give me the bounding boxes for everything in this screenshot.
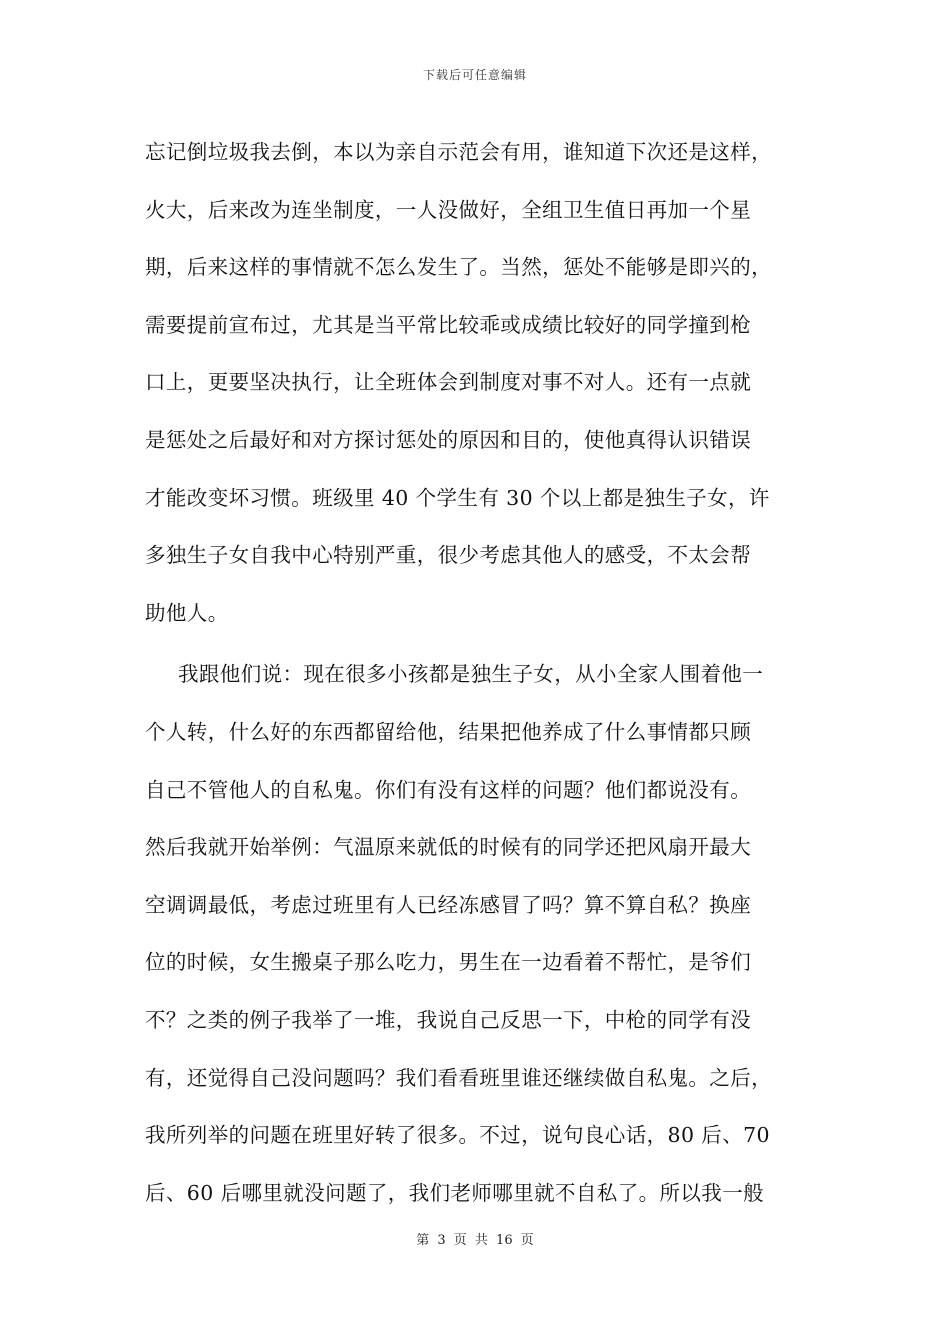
- text-line: 忘记倒垃圾我去倒，本以为亲自示范会有用，谁知道下次还是这样，: [145, 140, 772, 164]
- text-line: 自己不管他人的自私鬼。你们有没有这样的问题？他们都说没有。: [145, 777, 752, 802]
- text-line: 需要提前宣布过，尤其是当平常比较乖或成绩比较好的同学撞到枪: [145, 312, 752, 337]
- text-line: 才能改变坏习惯。班级里 40 个学生有 30 个以上都是独生子女，许: [145, 485, 770, 510]
- text-line: 不？之类的例子我举了一堆，我说自己反思一下，中枪的同学有没: [145, 1007, 752, 1032]
- text-line: 多独生子女自我中心特别严重，很少考虑其他人的感受，不太会帮: [145, 543, 752, 568]
- text-line: 助他人。: [145, 600, 229, 625]
- text-line: 口上，更要坚决执行，让全班体会到制度对事不对人。还有一点就: [145, 370, 752, 395]
- document-body: [145, 124, 805, 1222]
- text-line: 然后我就开始举例：气温原来就低的时候有的同学还把风扇开最大: [145, 835, 752, 860]
- text-line: 火大，后来改为连坐制度，一人没做好，全组卫生值日再加一个星: [145, 197, 752, 222]
- text-line: 空调调最低，考虑过班里有人已经冻感冒了吗？算不算自私？换座: [145, 892, 752, 917]
- paragraph-2: [145, 646, 805, 1222]
- text-line: 位的时候，女生搬桌子那么吃力，男生在一边看着不帮忙，是爷们: [145, 950, 752, 975]
- text-line: 是惩处之后最好和对方探讨惩处的原因和目的，使他真得认识错误: [145, 427, 752, 452]
- page-header: 下载后可任意编辑: [422, 68, 527, 82]
- paragraph-1: [145, 124, 805, 642]
- text-line: 个人转，什么好的东西都留给他，结果把他养成了什么事情都只顾: [145, 719, 752, 744]
- text-line: 我所列举的问题在班里好转了很多。不过，说句良心话，80 后、70: [145, 1123, 770, 1148]
- text-line: 有，还觉得自己没问题吗？我们看看班里谁还继续做自私鬼。之后，: [145, 1065, 772, 1090]
- text-line: 后、60 后哪里就没问题了，我们老师哪里就不自私了。所以我一般: [145, 1180, 764, 1205]
- text-line: 我跟他们说：现在很多小孩都是独生子女，从小全家人围着他一: [178, 662, 764, 687]
- text-line: 期，后来这样的事情就不怎么发生了。当然，惩处不能够是即兴的，: [145, 255, 772, 280]
- page-footer: 第 3 页 共 16 页: [416, 1233, 534, 1248]
